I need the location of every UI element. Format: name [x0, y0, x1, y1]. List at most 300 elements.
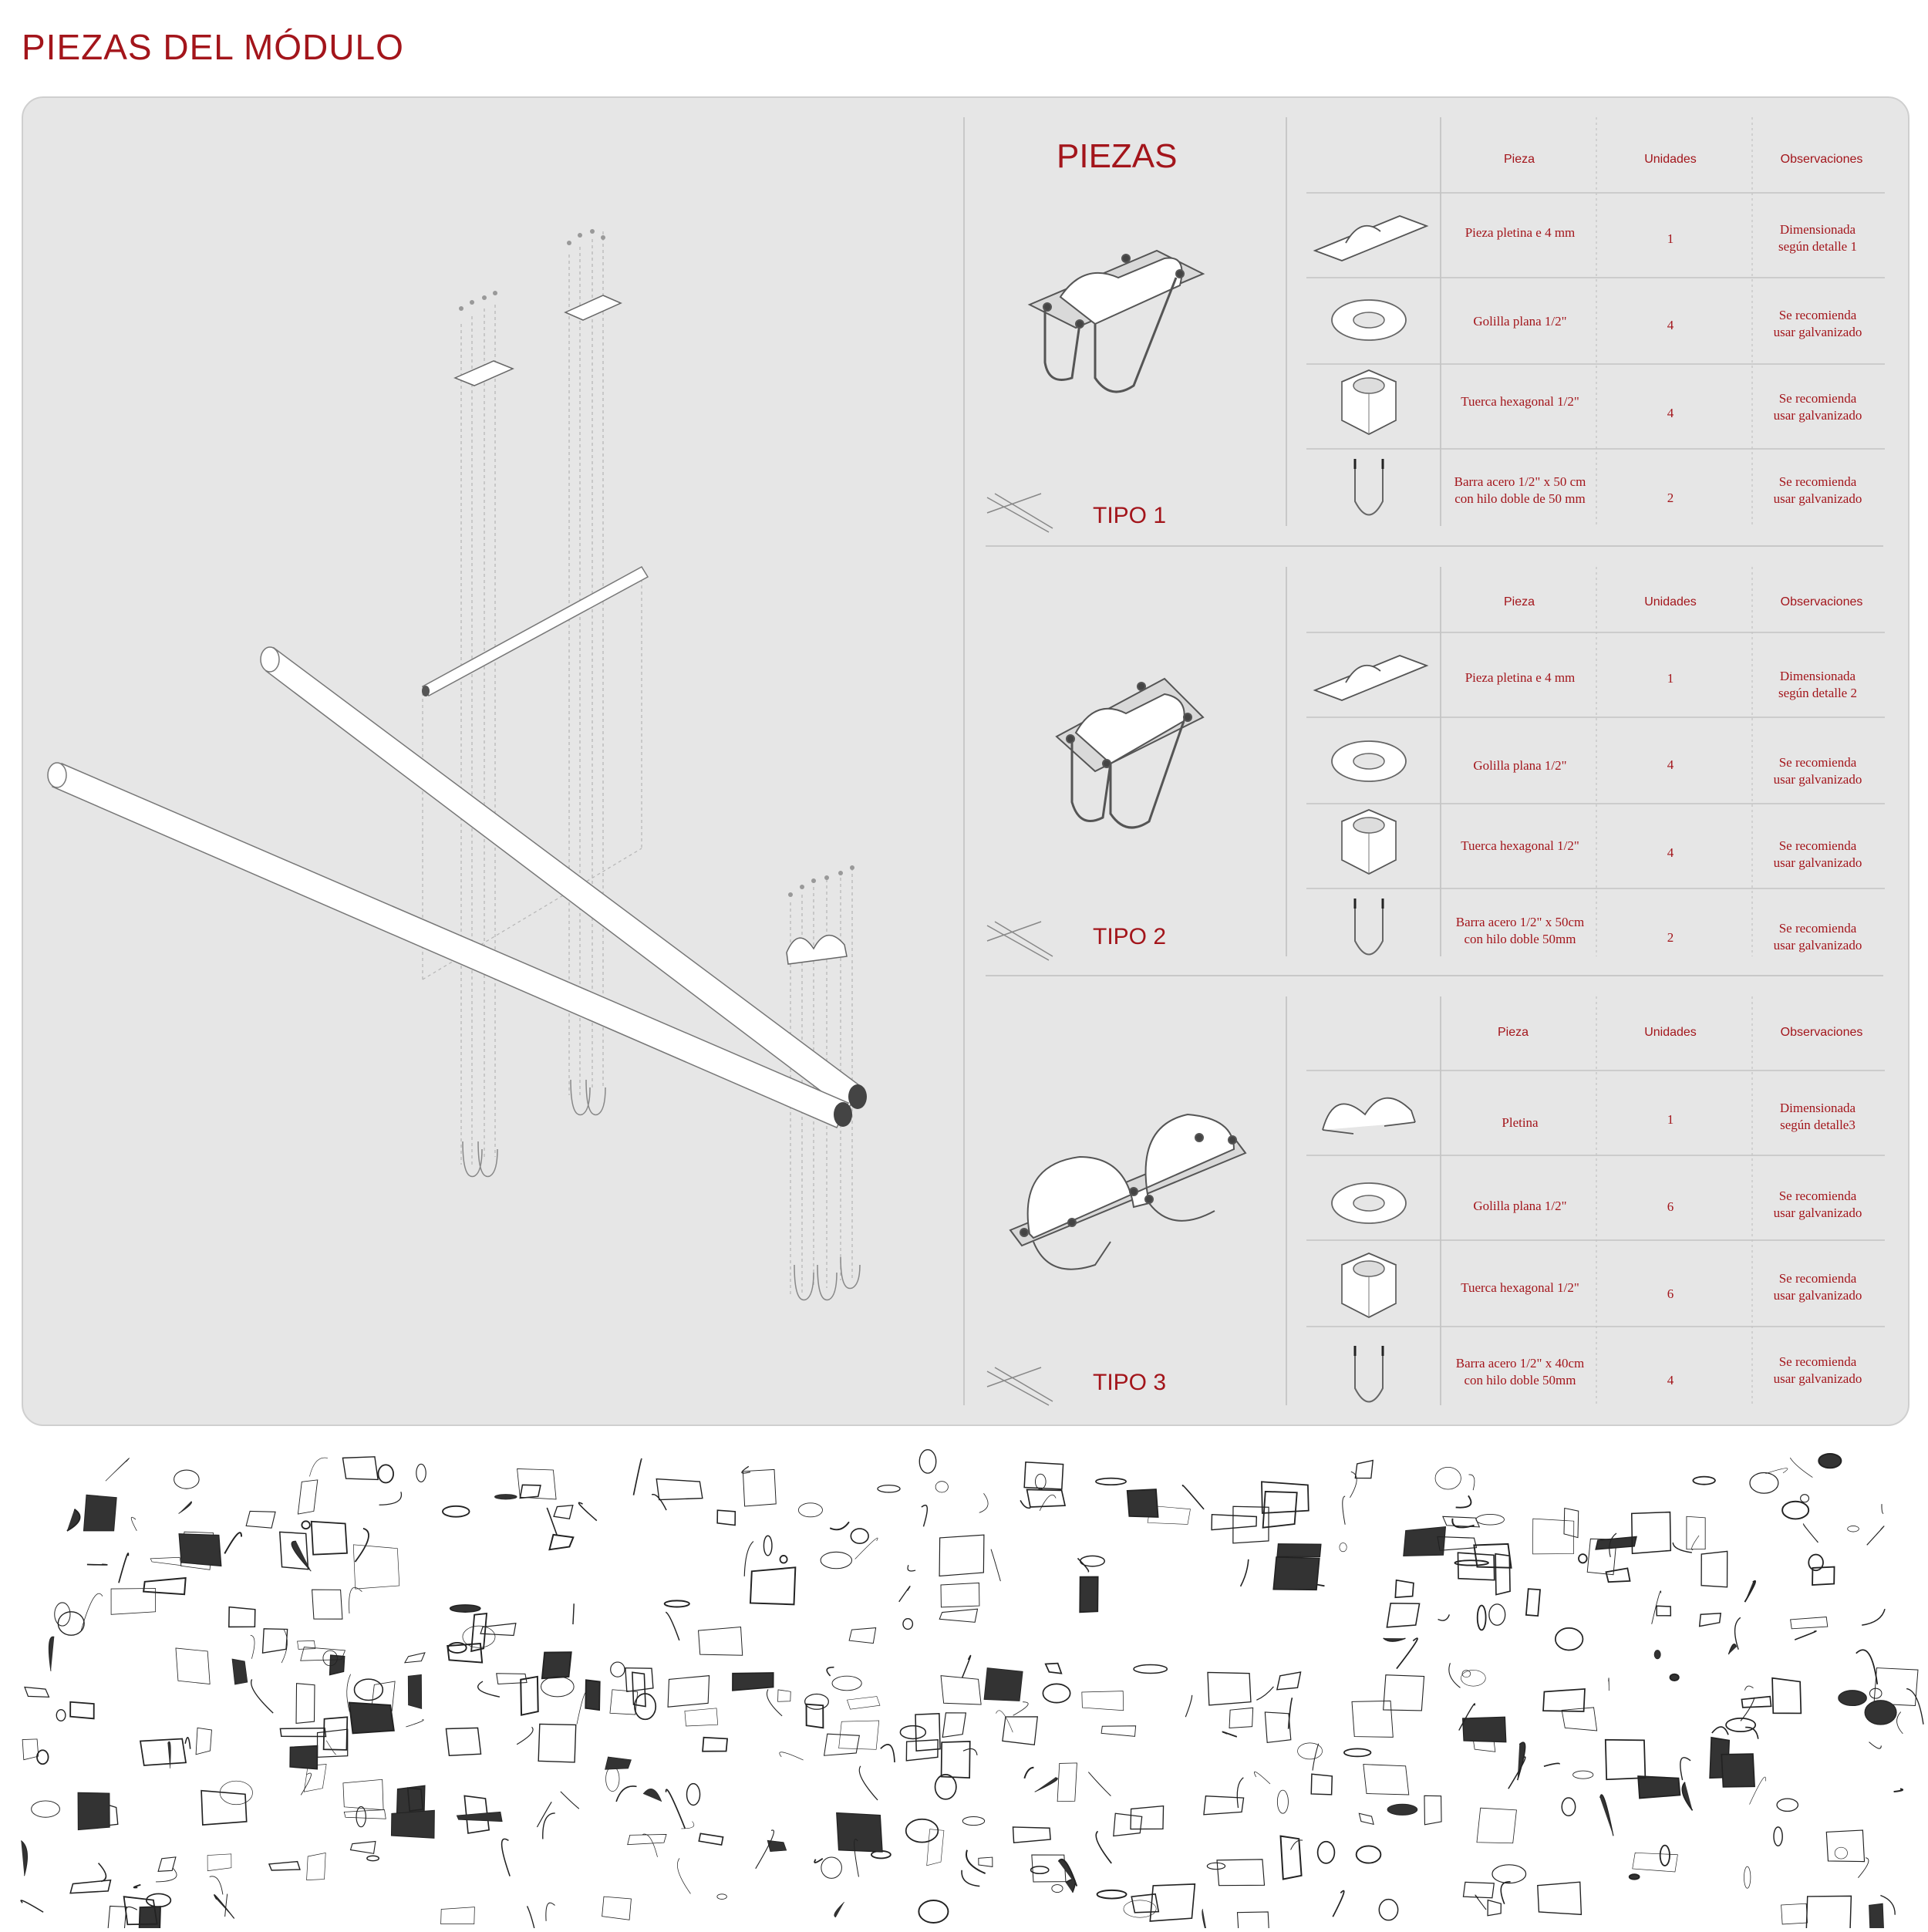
sketch-mark — [1241, 1559, 1249, 1586]
sketch-mark — [1606, 1568, 1630, 1582]
sketch-mark — [628, 1834, 666, 1844]
sketch-mark — [1281, 1836, 1302, 1880]
plate-icon — [1315, 656, 1427, 700]
sketch-mark — [56, 1710, 66, 1721]
sketch-mark — [140, 1739, 186, 1765]
sketch-mark — [837, 1812, 882, 1852]
sketch-mark — [1263, 1492, 1297, 1528]
sketch-mark — [1384, 1675, 1424, 1711]
sketch-mark — [107, 1906, 126, 1928]
sketch-mark — [1882, 1504, 1883, 1513]
sketch-mark — [851, 1529, 868, 1543]
sketch-mark — [780, 1556, 787, 1563]
piece-observations: Se recomienda usar galvanizado — [1773, 838, 1862, 870]
sketch-mark — [780, 1752, 804, 1760]
sketch-mark — [1806, 1896, 1851, 1928]
sketch-mark — [1082, 1691, 1124, 1711]
sketch-mark — [1744, 1866, 1750, 1888]
sketch-mark — [1277, 1672, 1301, 1690]
sketch-mark — [1097, 1890, 1127, 1899]
sketch-mark — [1606, 1740, 1646, 1779]
sketch-mark — [1862, 1609, 1885, 1625]
washer-icon — [1332, 741, 1406, 781]
piece-observations: Dimensionada según detalle 1 — [1778, 222, 1857, 254]
sketch-mark — [1693, 1477, 1715, 1485]
sketch-mark — [405, 1653, 425, 1663]
sketch-mark — [900, 1726, 925, 1739]
sketch-mark — [699, 1627, 743, 1656]
sketch-mark — [367, 1856, 379, 1860]
sketch-mark — [1774, 1827, 1782, 1846]
hex-nut-icon — [1342, 810, 1396, 874]
column-header-piece: Pieza — [1497, 1026, 1529, 1039]
sketch-mark — [441, 1907, 475, 1924]
sketch-mark — [32, 1801, 60, 1817]
sketch-mark — [37, 1750, 49, 1764]
sketch-mark — [1343, 1496, 1345, 1525]
sketch-mark — [1359, 1813, 1374, 1824]
sketch-mark — [979, 1493, 988, 1512]
hand-sketches-drawing — [0, 1446, 1928, 1928]
sketch-mark — [1744, 1581, 1755, 1602]
sketch-mark — [918, 1900, 948, 1923]
piece-units: 4 — [1667, 318, 1674, 332]
sketch-mark — [1404, 1527, 1446, 1556]
sketch-mark — [668, 1676, 710, 1708]
sketch-mark — [196, 1728, 211, 1754]
sketch-mark — [1384, 1638, 1406, 1641]
sketch-mark — [927, 1829, 944, 1866]
sketch-mark — [1692, 1536, 1700, 1550]
sketch-mark — [1208, 1672, 1251, 1704]
piece-units: 6 — [1667, 1199, 1674, 1214]
sketch-mark — [1456, 1495, 1471, 1507]
piece-observations: Se recomienda usar galvanizado — [1773, 308, 1862, 339]
sketch-mark — [546, 1903, 555, 1921]
piece-observations: Se recomienda usar galvanizado — [1773, 1189, 1862, 1220]
sketch-mark — [1454, 1560, 1488, 1565]
sketch-mark — [685, 1708, 718, 1726]
piece-units: 4 — [1667, 406, 1674, 420]
sketch-mark — [1701, 1551, 1727, 1586]
piece-units: 2 — [1667, 491, 1674, 505]
sketch-mark — [962, 1817, 984, 1826]
sketch-mark — [1311, 1774, 1332, 1795]
sketch-mark — [1790, 1458, 1812, 1477]
piece-name: Tuerca hexagonal 1/2" — [1461, 394, 1579, 409]
sketch-mark — [251, 1635, 254, 1659]
sketch-mark — [602, 1897, 632, 1920]
sketch-mark — [991, 1549, 1000, 1581]
sketch-mark — [1532, 1519, 1573, 1554]
sketch-mark — [1741, 1698, 1754, 1721]
sketch-mark — [1254, 1772, 1270, 1784]
sketch-mark — [979, 1857, 993, 1866]
sketch-mark — [1461, 1670, 1485, 1686]
sketch-mark — [119, 1553, 128, 1583]
sketch-mark — [805, 1694, 829, 1709]
sketch-mark — [158, 1857, 176, 1871]
sketch-mark — [49, 1637, 54, 1671]
sketch-mark — [447, 1644, 482, 1663]
sketch-collage — [0, 1446, 1928, 1928]
sketch-mark — [687, 1784, 700, 1806]
sketch-mark — [1435, 1467, 1461, 1489]
sketch-mark — [70, 1702, 94, 1719]
piece-name: Golilla plana 1/2" — [1473, 1199, 1567, 1213]
sketch-mark — [70, 1880, 110, 1893]
sketch-mark — [1350, 1472, 1357, 1498]
sketch-mark — [1131, 1806, 1164, 1829]
sketch-mark — [1682, 1782, 1692, 1811]
sketch-mark — [1344, 1748, 1371, 1756]
sketch-mark — [703, 1738, 727, 1752]
sketch-mark — [99, 1863, 106, 1882]
sketch-mark — [309, 1458, 327, 1476]
sketch-mark — [733, 1673, 774, 1691]
sketch-mark — [941, 1676, 981, 1704]
sketch-mark — [1477, 1808, 1516, 1843]
piece-name: Golilla plana 1/2" — [1473, 314, 1567, 329]
sketch-mark — [1680, 1758, 1690, 1780]
sketch-mark — [1357, 1846, 1381, 1863]
sketch-mark — [915, 1714, 940, 1751]
sketch-mark — [878, 1485, 900, 1492]
sketch-mark — [1080, 1576, 1097, 1612]
sketch-mark — [78, 1792, 110, 1829]
sketch-mark — [471, 1613, 487, 1651]
sketch-mark — [633, 1459, 641, 1495]
sketch-mark — [354, 1679, 383, 1700]
sketch-mark — [578, 1502, 596, 1520]
sketch-mark — [611, 1662, 625, 1677]
sketch-mark — [665, 1600, 689, 1607]
sketch-mark — [935, 1775, 956, 1799]
sketch-mark — [312, 1590, 342, 1619]
sketch-mark — [821, 1552, 851, 1568]
sketch-mark — [296, 1684, 315, 1724]
sketch-mark — [1818, 1454, 1841, 1468]
sketch-mark — [1744, 1686, 1753, 1691]
sketch-mark — [232, 1659, 248, 1684]
sketch-mark — [1229, 1708, 1253, 1728]
sketch-mark — [1538, 1882, 1582, 1914]
column-header-piece: Pieza — [1503, 595, 1535, 609]
sketch-mark — [225, 1894, 228, 1917]
sketch-mark — [201, 1791, 247, 1825]
sketch-mark — [798, 1503, 822, 1517]
sketch-mark — [1687, 1516, 1705, 1549]
sketch-mark — [1379, 1900, 1397, 1920]
sketch-mark — [1013, 1827, 1051, 1843]
sketch-mark — [126, 1907, 137, 1917]
sketch-mark — [1088, 1772, 1111, 1796]
sketch-mark — [25, 1688, 49, 1698]
sketch-mark — [1355, 1460, 1373, 1478]
sketch-mark — [1858, 1858, 1869, 1878]
sketch-mark — [541, 1677, 575, 1697]
sketch-mark — [849, 1628, 876, 1644]
sketch-mark — [517, 1727, 533, 1744]
sketch-mark — [677, 1858, 690, 1893]
column-header-units: Unidades — [1644, 153, 1697, 166]
pieces-section-title: PIEZAS — [1057, 137, 1178, 175]
piece-observations: Se recomienda usar galvanizado — [1773, 921, 1862, 953]
sketch-mark — [642, 1834, 657, 1857]
column-header-observations: Observaciones — [1780, 595, 1863, 609]
sketch-mark — [391, 1810, 434, 1838]
sketch-mark — [666, 1612, 679, 1640]
sketch-mark — [312, 1522, 347, 1555]
sketch-mark — [1501, 1882, 1510, 1904]
sketch-mark — [1728, 1644, 1736, 1654]
sketch-mark — [1835, 1847, 1847, 1859]
sketch-mark — [22, 1739, 39, 1760]
sketch-mark — [67, 1509, 80, 1531]
sketch-mark — [478, 1681, 500, 1697]
sketch-mark — [1660, 1846, 1670, 1866]
sketch-mark — [1600, 1795, 1613, 1836]
sketch-mark — [1544, 1763, 1559, 1766]
sketch-mark — [1212, 1515, 1256, 1530]
sketch-mark — [1217, 1860, 1265, 1886]
sketch-mark — [827, 1667, 834, 1676]
sketch-mark — [1114, 1813, 1142, 1836]
sketch-mark — [939, 1535, 984, 1576]
piece-name: Golilla plana 1/2" — [1473, 758, 1567, 773]
sketch-mark — [717, 1894, 727, 1900]
sketch-mark — [1906, 1689, 1923, 1725]
sketch-mark — [1478, 1606, 1486, 1630]
piece-units: 4 — [1667, 757, 1674, 772]
sketch-mark — [832, 1676, 861, 1691]
sketch-mark — [408, 1674, 422, 1708]
sketch-mark — [1207, 1863, 1225, 1869]
sketch-mark — [1424, 1795, 1441, 1825]
piece-observations: Se recomienda usar galvanizado — [1773, 391, 1862, 423]
sketch-mark — [1782, 1502, 1808, 1519]
sketch-mark — [1781, 1903, 1808, 1924]
piece-observations: Dimensionada según detalle3 — [1779, 1101, 1856, 1132]
sketch-mark — [1673, 1543, 1692, 1553]
sketch-mark — [290, 1745, 317, 1768]
sketch-mark — [528, 1906, 534, 1928]
sketch-mark — [1387, 1603, 1419, 1627]
sketch-mark — [443, 1506, 470, 1517]
sketch-mark — [134, 1885, 141, 1888]
sketch-mark — [318, 1729, 348, 1757]
sketch-mark — [1638, 1776, 1680, 1798]
sketch-mark — [561, 1792, 579, 1809]
sketch-mark — [292, 1541, 311, 1571]
sketch-mark — [143, 1578, 186, 1594]
sketch-mark — [21, 1841, 27, 1876]
sketch-mark — [1801, 1495, 1809, 1502]
sketch-mark — [1777, 1799, 1798, 1811]
page-title: PIEZAS DEL MÓDULO — [22, 27, 404, 67]
sketch-mark — [962, 1870, 979, 1886]
sketch-mark — [517, 1468, 557, 1499]
tipo-1-label: TIPO 1 — [1093, 503, 1167, 528]
sketch-mark — [1256, 1687, 1273, 1701]
sketch-mark — [1865, 1701, 1896, 1725]
sketch-mark — [269, 1862, 300, 1870]
sketch-mark — [246, 1511, 275, 1528]
sketch-mark — [179, 1502, 192, 1514]
sketch-mark — [1632, 1512, 1670, 1554]
sketch-mark — [1657, 1606, 1670, 1616]
sketch-mark — [174, 1470, 200, 1489]
piece-observations: Se recomienda usar galvanizado — [1773, 755, 1862, 787]
sketch-mark — [349, 1587, 362, 1613]
piece-name: Pieza pletina e 4 mm — [1465, 670, 1576, 685]
sketch-mark — [207, 1854, 231, 1871]
sketch-mark — [1057, 1763, 1077, 1802]
sketch-mark — [881, 1745, 895, 1762]
sketch-mark — [1869, 1903, 1884, 1928]
sketch-mark — [1562, 1798, 1575, 1816]
u-bolt-icon — [1355, 899, 1383, 955]
sketch-mark — [834, 1902, 844, 1917]
sketch-mark — [554, 1505, 573, 1519]
sketch-mark — [824, 1734, 860, 1755]
sketch-mark — [83, 1495, 116, 1531]
sketch-mark — [1277, 1544, 1321, 1557]
sketch-mark — [1791, 1617, 1828, 1628]
piece-units: 6 — [1667, 1286, 1674, 1301]
sketch-mark — [185, 1738, 190, 1749]
column-header-units: Unidades — [1644, 1026, 1697, 1039]
sketch-mark — [922, 1505, 928, 1527]
sketch-mark — [625, 1668, 653, 1692]
sketch-mark — [919, 1450, 935, 1473]
piece-units: 4 — [1667, 845, 1674, 860]
sketch-mark — [908, 1565, 915, 1571]
sketch-mark — [616, 1786, 636, 1802]
sketch-mark — [1101, 1726, 1136, 1737]
piece-units: 1 — [1667, 231, 1674, 246]
sketch-mark — [1654, 1650, 1660, 1658]
piece-observations: Dimensionada según detalle 2 — [1778, 669, 1857, 700]
sketch-mark — [717, 1510, 735, 1525]
sketch-mark — [176, 1648, 210, 1684]
sketch-mark — [150, 1557, 181, 1565]
sketch-mark — [821, 1857, 842, 1878]
column-header-piece: Pieza — [1503, 153, 1535, 166]
sketch-mark — [210, 1876, 223, 1895]
sketch-mark — [344, 1809, 386, 1819]
sketch-mark — [1463, 1882, 1494, 1897]
sketch-mark — [1488, 1900, 1501, 1916]
sketch-mark — [1134, 1664, 1167, 1673]
column-header-observations: Observaciones — [1780, 1026, 1863, 1039]
sketch-mark — [1869, 1742, 1882, 1748]
sketch-mark — [656, 1479, 703, 1500]
sketch-mark — [962, 1656, 971, 1678]
sketch-mark — [1468, 1475, 1475, 1490]
sketch-mark — [643, 1789, 662, 1802]
sketch-mark — [106, 1458, 130, 1482]
sketch-mark — [343, 1779, 383, 1809]
sketch-mark — [353, 1545, 399, 1589]
washer-icon — [1332, 300, 1406, 340]
hex-nut-icon — [1342, 1253, 1396, 1317]
sketch-mark — [1633, 1853, 1678, 1872]
sketch-mark — [251, 1679, 274, 1713]
sketch-mark — [1046, 1664, 1062, 1674]
sketch-mark — [1273, 1557, 1320, 1590]
sketch-mark — [307, 1853, 326, 1880]
sketch-mark — [1670, 1674, 1678, 1681]
sketch-mark — [1867, 1526, 1884, 1545]
sketch-mark — [942, 1713, 966, 1738]
sketch-mark — [538, 1724, 576, 1762]
piece-units: 1 — [1667, 1112, 1674, 1127]
sketch-mark — [1024, 1768, 1033, 1779]
sketch-mark — [1052, 1885, 1063, 1893]
piece-units: 1 — [1667, 671, 1674, 686]
sketch-mark — [859, 1766, 878, 1800]
sketch-mark — [379, 1492, 402, 1505]
sketch-mark — [549, 1535, 573, 1549]
sketch-mark — [1897, 1712, 1903, 1734]
sketch-mark — [349, 1703, 394, 1734]
sketch-mark — [939, 1609, 977, 1622]
sketch-mark — [1313, 1744, 1319, 1771]
washer-icon — [1332, 1183, 1406, 1223]
sketch-mark — [1013, 1702, 1029, 1716]
sketch-mark — [1495, 1554, 1510, 1595]
sketch-mark — [21, 1900, 43, 1912]
sketch-mark — [899, 1586, 910, 1602]
sketch-mark — [543, 1813, 555, 1839]
sketch-mark — [605, 1757, 631, 1769]
sketch-mark — [1700, 1613, 1721, 1627]
sketch-mark — [1712, 1727, 1728, 1735]
sketch-mark — [87, 1564, 107, 1565]
sketch-mark — [1489, 1604, 1505, 1625]
sketch-mark — [906, 1819, 939, 1843]
u-bolt-icon — [1355, 459, 1383, 515]
sketch-mark — [542, 1652, 571, 1678]
sketch-mark — [324, 1717, 348, 1750]
sketch-mark — [830, 1522, 849, 1529]
sketch-mark — [520, 1485, 541, 1498]
sketch-mark — [1040, 1495, 1056, 1511]
sketch-mark — [1795, 1631, 1816, 1640]
sketch-mark — [502, 1839, 511, 1876]
sketch-mark — [778, 1690, 791, 1701]
sketch-mark — [263, 1629, 288, 1653]
double-plate-icon — [1323, 1098, 1415, 1134]
sketch-mark — [606, 1766, 619, 1791]
sketch-mark — [1387, 1804, 1417, 1815]
hex-nut-icon — [1342, 370, 1396, 434]
sketch-mark — [941, 1583, 979, 1607]
sketch-mark — [351, 1842, 376, 1854]
piece-units: 2 — [1667, 930, 1674, 945]
sketch-mark — [179, 1534, 221, 1566]
sketch-mark — [1750, 1472, 1778, 1493]
sketch-mark — [1579, 1554, 1587, 1563]
sketch-mark — [1839, 1691, 1867, 1706]
sketch-mark — [847, 1697, 880, 1710]
sketch-mark — [1352, 1701, 1393, 1737]
piece-units: 4 — [1667, 1373, 1674, 1387]
piece-name: Pieza pletina e 4 mm — [1465, 225, 1576, 240]
sketch-mark — [1556, 1628, 1583, 1650]
sketch-mark — [1333, 1891, 1344, 1917]
